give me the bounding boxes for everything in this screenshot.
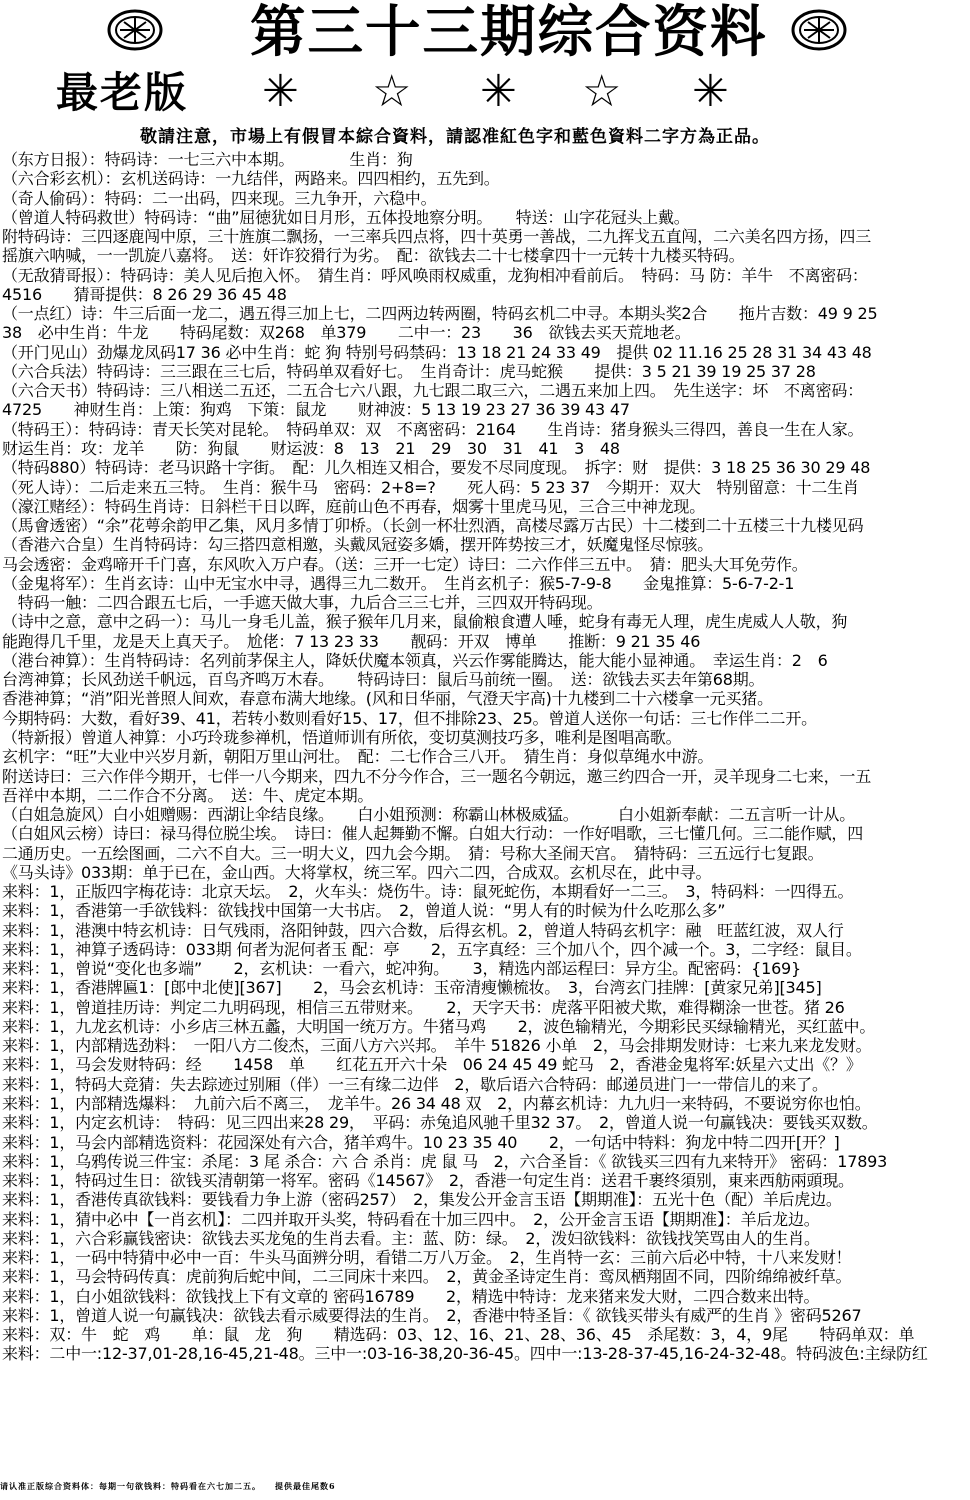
text-line: 来料：1，内定玄机诗： 特码：见三四出来28 29， 平码：赤兔追风驰千里32 37。 2，曾道人说一句赢钱决：要钱买双数。 xyxy=(2,1113,878,1133)
edition-label: 最老版 xyxy=(56,68,189,117)
outline-star-icon: ☆ xyxy=(582,66,622,117)
asterisk-star-icon: ✳ xyxy=(480,66,517,117)
text-line: （六合兵法）特码诗：三三跟在三七后，特码单双看好七。 生肖奇计：虎马蛇猴 提供：3 5 21 39 19 25 37 28 xyxy=(2,361,816,381)
text-line: 4725 神财生肖：上策：狗鸡 下策：鼠龙 财神波：5 13 19 23 27 36 39 43 47 xyxy=(2,400,630,420)
text-line: 来料：1，乌鸦传说三件宝：杀尾：3 尾 杀合：六 合 杀肖：虎 鼠 马 2，六合圣旨：《 欲钱买三四有九来特开》 密码：17893 xyxy=(2,1151,888,1171)
text-line: 来料：1，马会内部精选资料：花园深处有六合，猪羊鸡牛。10 23 35 40 2，一句话中特料：狗龙中特二四开[开？] xyxy=(2,1132,840,1152)
text-line: 摇旗六呐喊，一一凯旋八嘉将。 送：奸诈狡猾行为劣。 配：欲钱去二十七楼拿四十一元转十九楼买特码。 xyxy=(2,246,745,266)
text-line: 附送诗曰：三六作伴今期开，七伴一八今期来，四九不分今作合，三一题名今朝远，邀三约四合一开，灵羊现身二七来，一五 xyxy=(2,766,872,786)
text-line: 来料：1，香港牌匾1：[郎中北使][367] 2，马会玄机诗：玉帝清瘦懒梳妆。 3，台湾玄门挂牌：[黄家兄弟][345] xyxy=(2,978,822,998)
text-line: 财运生肖：攻：龙羊 防：狗鼠 财运波：8 13 21 29 30 31 41 3 48 xyxy=(2,438,620,458)
text-line: 来料：1，香港传真欲钱料：要钱看力争上游（密码257） 2，集发公开金言玉语【期期准】：五光十色（配）羊后虎边。 xyxy=(2,1190,842,1210)
text-line: （六合彩玄机）：玄机送码诗：一九结伴，两路来。四四相约，五先到。 xyxy=(2,169,500,189)
text-line: （一点红）诗：牛三后面一龙二，遇五得三加上七，二四两边转两圈，特码玄机二中寻。本期头奖2合 拖片吉数：49 9 25 xyxy=(2,304,878,324)
text-line: （金鬼将军）：生肖玄诗：山中无宝水中寻，遇得三九二数开。 生肖玄机子：猴5-7-9-8 金鬼推算：5-6-7-2-1 xyxy=(2,573,795,593)
text-line: 4516 猜哥提供：8 26 29 36 45 48 xyxy=(2,284,287,304)
text-line: 来料：1，曾说“变化也多端” 2，玄机诀：一看六，蛇冲狗。 3，精选内部运程曰：异方尘。配密码：{169} xyxy=(2,959,802,979)
star-row xyxy=(262,68,742,118)
text-line: 二通历史。一五绘图画，二六不自大。三一明大义，四九会今期。 猜：号称大圣闹天宫。 猜特码：三五远行七复跟。 xyxy=(2,843,824,863)
asterisk-star-icon: ✳ xyxy=(262,66,299,117)
text-line: （奇人偷码）：特码：二一出码，四来现。三九争开，六稳中。 xyxy=(2,188,437,208)
text-line: 来料：1，神算子透码诗：033期 何者为泥何者玉 配：亭 2，五字真经：三个加八个，四个减一个。3，二字经：鼠目。 xyxy=(2,939,862,959)
text-line: 今期特码：大数，看好39、41，若转小数则看好15、17，但不排除23、25。曾道人送你一句话：三七作伴二二开。 xyxy=(2,708,817,728)
text-line: 38 必中生肖：牛龙 特码尾数：双268 单379 二中一：23 36 欲钱去买天荒地老。 xyxy=(2,323,691,343)
text-line: （白姐急旋风）白小姐赠赐：西湖让伞结良缘。 白小姐预测：称霸山林极威猛。 白小姐新奉献：二五言听一计从。 xyxy=(2,805,856,825)
text-line: 来料：1，九龙玄机诗：小乡店三林五蠡，大明国一统万方。牛猪马鸡 2，波色输精光，今期彩民买绿输精光，买红蓝中。 xyxy=(2,1016,876,1036)
seal-logo-icon xyxy=(790,8,848,52)
content-lines xyxy=(2,150,966,1364)
text-line: （特码王）：特码诗：青天长笑对昆轮。 特码单双：双 不离密码：2164 生肖诗：猪身猴头三得四，善良一生在人家。 xyxy=(2,419,864,439)
seal-logo-icon xyxy=(106,8,164,52)
text-line: （港台神算）：生肖特码诗：名列前茅保主人，降妖伏魔本领真，兴云作雾能腾达，能大能小显神通。 幸运生肖：2 6 xyxy=(2,650,828,670)
text-line: 来料：1，马会特码传真：虎前狗后蛇中间，二三同床十来四。 2，黄金圣诗定生肖：鸾凤栖翔固不同，四阶绵绵被纤草。 xyxy=(2,1267,852,1287)
text-line: （濠江赌经）：特码生肖诗：日斜栏干日以晖，庭前山色不再春，烟雾十里虎马见，三合三中神龙现。 xyxy=(2,496,706,516)
text-line: 来料：1，猜中必中【一肖玄机】：二四并取开头奖，特码看在十加三四中。 2，公开金言玉语【期期准】：羊后龙边。 xyxy=(2,1209,820,1229)
page-footer: 请认准正版综合资料体：每期一句欲钱料：特码看在六七加二五。 提供最佳尾数6 xyxy=(0,1481,336,1491)
text-line: （馬會透密）“余”花萼余韵甲乙集，风月多情丁卯桥。（长剑一杯壮烈酒，高楼尽露万古民）十二楼到二十五楼三十九楼见码 xyxy=(2,516,864,536)
text-line: （曾道人特码救世）特码诗：“曲”屈徳犹如日月形，五体投地察分明。 特送：山字花冠头上戴。 xyxy=(2,207,690,227)
page-header xyxy=(0,0,970,147)
page-title: 第三十三期综合资料 xyxy=(250,0,768,65)
text-line: 能跑得几千里，龙是天上真天子。 尬佬：7 13 23 33 靓码：开双 博单 推断：9 21 35 46 xyxy=(2,631,701,651)
text-line: 台湾神算；长风劲送千帆远，百鸟齐鸣万木春。 特码诗曰：鼠后马前统一圈。 送：欲钱去买去年第68期。 xyxy=(2,670,765,690)
text-line: 来料：1，曾道人说一句赢钱决：欲钱去看示威要得法的生肖。 2，香港中特圣旨：《 欲钱买带头有威严的生肖 》密码5267 xyxy=(2,1305,862,1325)
text-line: 来料：1，特码过生日：欲钱买清朝第一将军。密码《14567》 2，香港一句定生肖：送君千裹终須别，東来西舫兩頭現。 xyxy=(2,1171,854,1191)
text-line: 来料：1，内部精选劲料： 一阳八方二俊杰，三面八方六兴邦。 羊牛 51826 小单 2，马会排期发财诗：七来九来龙发财。 xyxy=(2,1036,872,1056)
text-line: （特新报）曾道人神算：小巧玲珑参禅机，悟道师训有所依，变切莫测技巧多，唯利是图唱高歌。 xyxy=(2,727,682,747)
text-line: （特码880）特码诗：老马识路十字街。 配：儿久相连又相合，要发不尽同度现。 拆字：财 提供：3 18 25 36 30 29 48 xyxy=(2,458,871,478)
text-line: （白姐风云榜）诗曰：禄马得位脱尘埃。 诗曰：催人起舞勤不懈。白姐大行动：一作好唱歌，三七懂几何。三二能作赋，四 xyxy=(2,824,864,844)
text-line: 来料：1，曾道挂历诗：判定二九明码现，相信三五带财来。 2，天字天书：虎落平阳被犬欺，难得糊涂一世苍。猪 26 xyxy=(2,997,845,1017)
text-line: （六合天书）特码诗：三八相送二五还，二五合七六八跟，九七跟二取三六，二遇五来加上四。 先生送字：坏 不离密码： xyxy=(2,381,864,401)
text-line: 来料：1，正版四字梅花诗：北京天坛。 2，火车头：烧伤牛。诗：鼠死蛇伤，本期看好一二三。 3，特码料：一四得五。 xyxy=(2,882,854,902)
text-line: 来料：1，马会发财特码：经 1458 单 红花五开六十朵 06 24 45 49 蛇马 2，香港金鬼将军:妖星六丈出《？》 xyxy=(2,1055,862,1075)
authenticity-notice: 敬請注意，市場上有假冒本綜合資料，請認准紅色字和藍色資料二字方為正品。 xyxy=(140,127,770,147)
text-line: 特码一触：二四合跟五七后，一手遮天做大事，九后合三三七并，三四双开特码现。 xyxy=(2,593,603,613)
text-line: （无敌猜哥报）：特码诗：美人见后抱入怀。 猜生肖：呼风唤雨权威重，龙狗相冲看前后。 特码：马 防：羊牛 不离密码： xyxy=(2,265,868,285)
text-line: 来料：1，香港第一手欲钱料：欲钱找中国第一大书店。 2，曾道人说：“男人有的时候为什么吃那么多” xyxy=(2,901,726,921)
text-line: 附特码诗：三四逐鹿闯中原，三十旌旗二飘扬，一三率兵四点将，四十英勇一善战，二九挥戈五直闯，二六美名四方扬，四三 xyxy=(2,227,872,247)
text-line: 来料：1，港澳中特玄机诗：日气残雨，洛阳钟鼓，四六合数，后得玄机。2，曾道人特码玄机字：融 旺蓝红波，双人行 xyxy=(2,920,844,940)
text-line: 来料：1，特码大竞猜：失去踪迹过别厢（伴）一三有缘二边伴 2，歇后语六合特码：邮递员进门一一带信儿的来了。 xyxy=(2,1074,828,1094)
text-line: （开门见山）劲爆龙凤码17 36 必中生肖：蛇 狗 特别号码禁码：13 18 21 24 33 49 提供 02 11.16 25 28 31 34 43 48 xyxy=(2,342,872,362)
text-line: 来料：二中一:12-37,01-28,16-45,21-48。三中一:03-16-38,20-36-45。四中一:13-28-37-45,16-24-32-48。特码波色:主绿防红 xyxy=(2,1344,928,1364)
text-line: 吾祥中本期，二二作合不分离。 送：牛、虎定本期。 xyxy=(2,785,374,805)
text-line: 玄机字：“旺”大业中兴岁月新，朝阳万里山河壮。 配：二七作合三八开。 猜生肖：身似草绳水中游。 xyxy=(2,747,714,767)
asterisk-star-icon: ✳ xyxy=(692,66,729,117)
text-line: 香港神算；“消”阳光普照人间欢，春意布满大地缘。(风和日华丽，气澄天宇高)十九楼到二十六楼拿一元买猪。 xyxy=(2,689,773,709)
text-line: （香港六合皇）生肖特码诗：勾三搭四意相邀，头戴凤冠姿多嬌，摆开阵势按三才，妖魔鬼怪尽惊骇。 xyxy=(2,535,714,555)
text-line: 来料：1，六合彩赢钱密诀：欲钱去买龙兔的生肖去看。主：蓝、防：绿。 2，泼妇欲钱料：欲钱找笑骂由人的生肖。 xyxy=(2,1228,820,1248)
text-line: 来料：双：牛 蛇 鸡 单：鼠 龙 狗 精选码：03、12、16、21、28、36、45 杀尾数：3，4，9尾 特码单双：单 xyxy=(2,1325,915,1345)
text-line: 马会透密：金鸡啼开千门喜，东风吹入万户春。（送：三开一七定）诗曰：二六作伴三五中。 猜：肥头大耳免劳作。 xyxy=(2,554,808,574)
text-line: 《马头诗》033期：单于已在，金山西。大将掌权，统三军。四六二四，合成双。玄机尽在，此中寻。 xyxy=(2,862,712,882)
text-line: （诗中之意，意中之码一）：马儿一身毛儿盖，猴子猴年几月来，鼠偷粮食遭人唾，蛇身有毒无人理，虎生虎威人人敬，狗 xyxy=(2,612,848,632)
text-line: （东方日报）：特码诗：一七三六中本期。 生肖：狗 xyxy=(2,150,413,169)
outline-star-icon: ☆ xyxy=(372,66,412,117)
text-line: 来料：1，白小姐欲钱料：欲钱找上下有文章的 密码16789 2，精选中特诗：龙来猪来发大财，二四合数来出特。 xyxy=(2,1286,820,1306)
text-line: 来料：1，内部精选爆料： 九前六后不离三， 龙羊牛。26 34 48 双 2，内幕玄机诗：九九归一来特码，不要说穷你也怕。 xyxy=(2,1094,871,1114)
text-line: （死人诗）：二后走来五三特。 生肖：猴牛马 密码：2+8=? 死人码：5 23 37 今期开：双大 特别留意：十二生肖 xyxy=(2,477,859,497)
text-line: 来料：1，一码中特猜中必中一百：牛头马面辨分明，看错二万八万金。 2，生肖特一玄：三前六后必中特，十八来发财！ xyxy=(2,1248,852,1268)
